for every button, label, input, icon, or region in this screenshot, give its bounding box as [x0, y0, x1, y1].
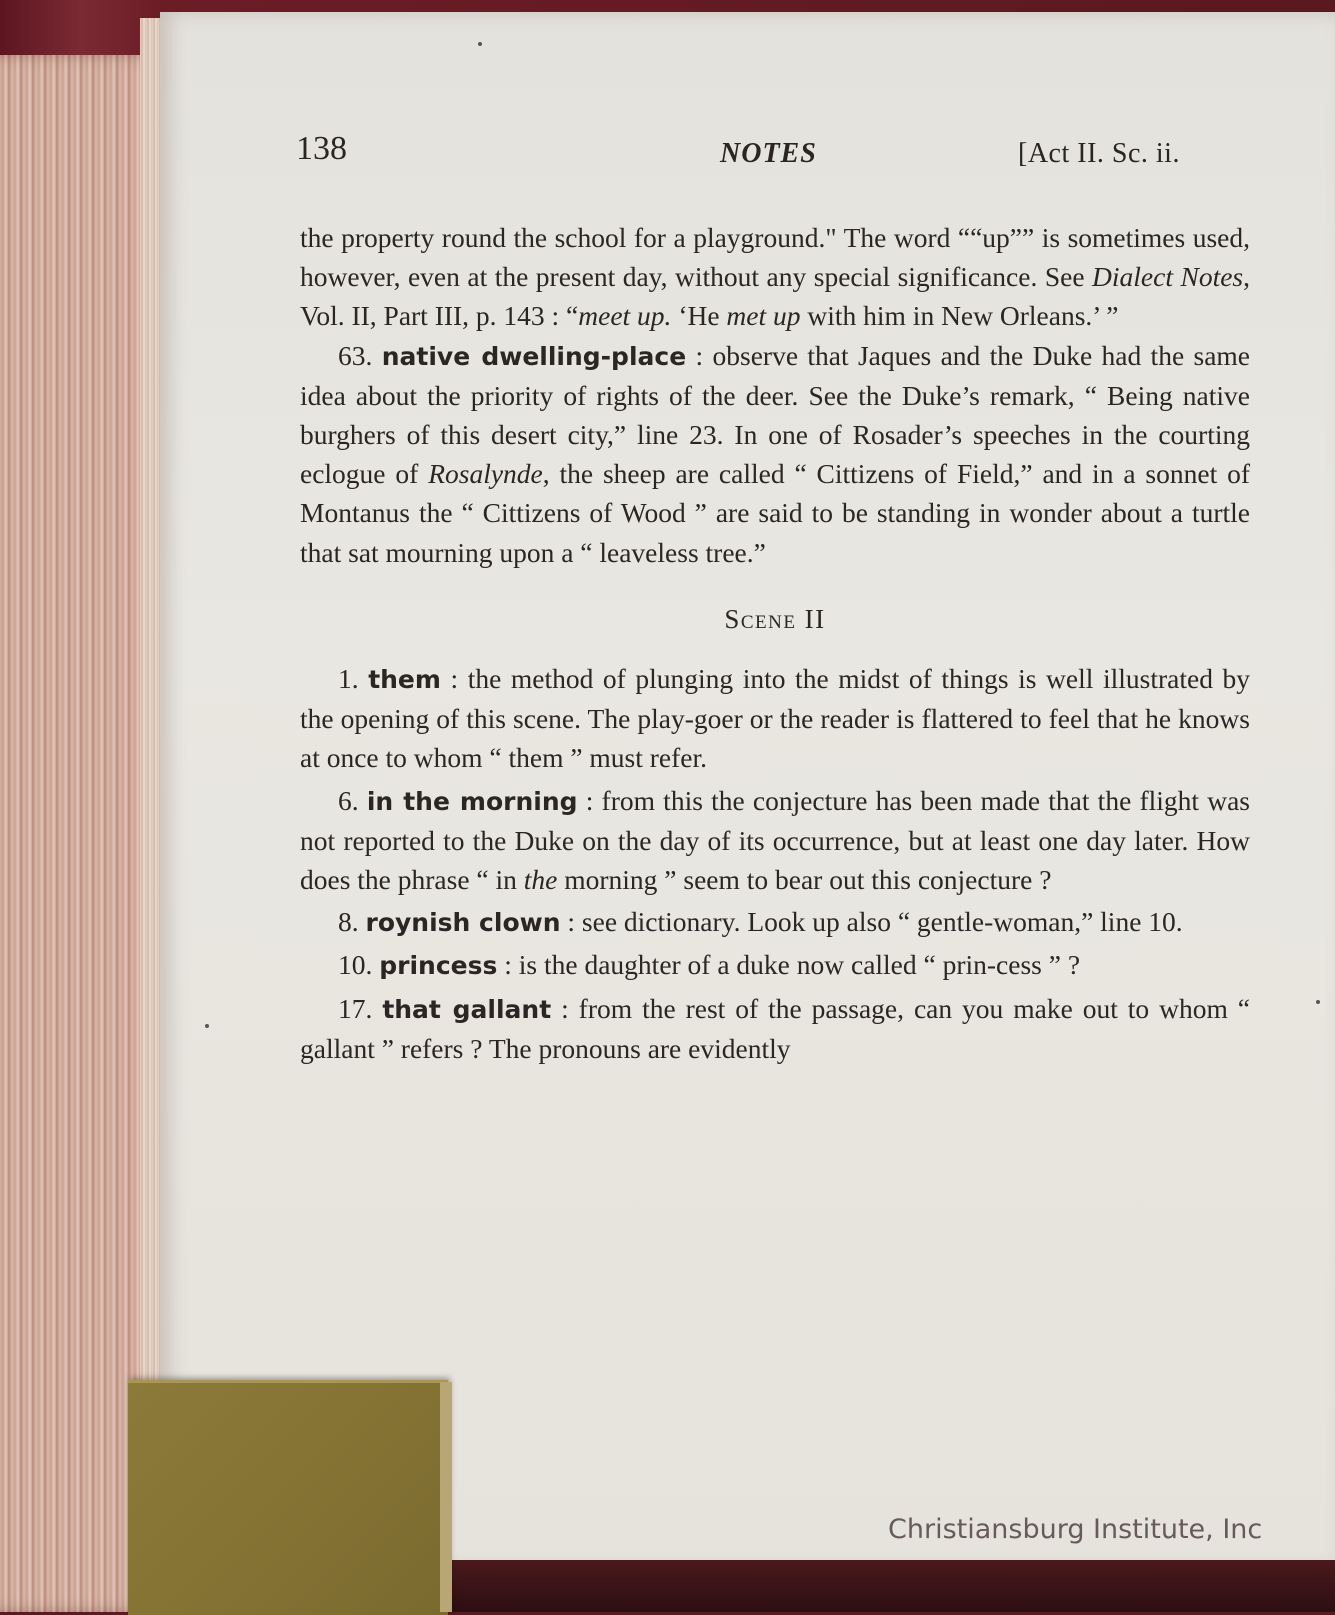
- note-number: 8.: [338, 906, 359, 938]
- note-term: native dwelling-place: [381, 341, 687, 371]
- text-run: with him in New Orleans.’ ”: [800, 300, 1119, 332]
- text-run: : see dictionary. Look up also “ gentle-woman,” line 10.: [560, 906, 1183, 938]
- italic-run: Rosalynde: [428, 458, 543, 490]
- paper-speck: [478, 42, 482, 46]
- note-10: [300, 945, 1250, 985]
- page-number: 138: [296, 130, 347, 167]
- text-run: : from the rest of the passage, can you make out to whom “ gallant ” refers ? The pronouns are evidently: [300, 992, 1251, 1064]
- italic-run: Dialect Notes: [1092, 261, 1244, 293]
- paper-speck: [1316, 1000, 1320, 1004]
- note-number: 1.: [338, 663, 359, 695]
- text-run: : is the daughter of a duke now called “ prin-cess ” ?: [497, 949, 1081, 981]
- running-title: NOTES: [720, 138, 817, 169]
- text-run: the property round the school for a playground." The word ““up”” is sometimes used, however, even at the present day, without any special significance. See: [300, 222, 1250, 293]
- note-term: that gallant: [382, 994, 552, 1024]
- note-63: [300, 336, 1250, 572]
- note-number: 63.: [338, 339, 373, 371]
- text-run: , Vol. II, Part III, p. 143 : “: [300, 261, 1250, 332]
- note-number: 10.: [338, 949, 373, 981]
- scene-heading: Scene II: [724, 603, 826, 634]
- note-term: in the morning: [366, 786, 578, 816]
- note-number: 17.: [338, 992, 373, 1024]
- section-reference: [Act II. Sc. ii.: [1018, 138, 1180, 169]
- page-body: [300, 218, 1250, 1068]
- text-run: : observe that Jaques and the Duke had the same idea about the priority of rights of the deer. See the Duke’s remark, “ Being native burghers of this desert city,” line 23. In one of Rosader’s speeches in the courting eclogue of: [300, 339, 1250, 490]
- continuation-paragraph: [300, 218, 1250, 336]
- note-term: them: [368, 665, 441, 695]
- note-6: [300, 781, 1250, 900]
- italic-run: meet up.: [578, 300, 672, 332]
- note-1: [300, 659, 1250, 778]
- note-term: roynish clown: [365, 908, 561, 938]
- text-run: , the sheep are called “ Cittizens of Field,” and in a sonnet of Montanus the “ Cittizens of Wood ” are said to be standing in wonder about a turtle that sat mourning upon a “ leaveless tree.”: [300, 458, 1250, 568]
- note-8: [300, 902, 1250, 942]
- note-17: [300, 989, 1250, 1068]
- note-term: princess: [379, 951, 498, 981]
- italic-run: the: [523, 864, 558, 896]
- italic-run: met up: [726, 300, 801, 332]
- text-run: : the method of plunging into the midst of things is well illustrated by the opening of this scene. The play-goer or the reader is flattered to feel that he knows at once to whom “ them ” must refer.: [300, 663, 1250, 774]
- bookmark-edge: [440, 1382, 452, 1612]
- watermark: Christiansburg Institute, Inc: [888, 1514, 1263, 1545]
- paper-speck: [205, 1024, 209, 1028]
- text-run: ‘He: [671, 300, 727, 332]
- text-run: morning ” seem to bear out this conjecture ?: [557, 864, 1052, 896]
- bookmark-card: [128, 1380, 448, 1615]
- note-number: 6.: [338, 784, 359, 816]
- text-run: : from this the conjecture has been made that the flight was not reported to the Duke on the day of its occurrence, but at least one day later. How does the phrase “ in: [300, 784, 1250, 896]
